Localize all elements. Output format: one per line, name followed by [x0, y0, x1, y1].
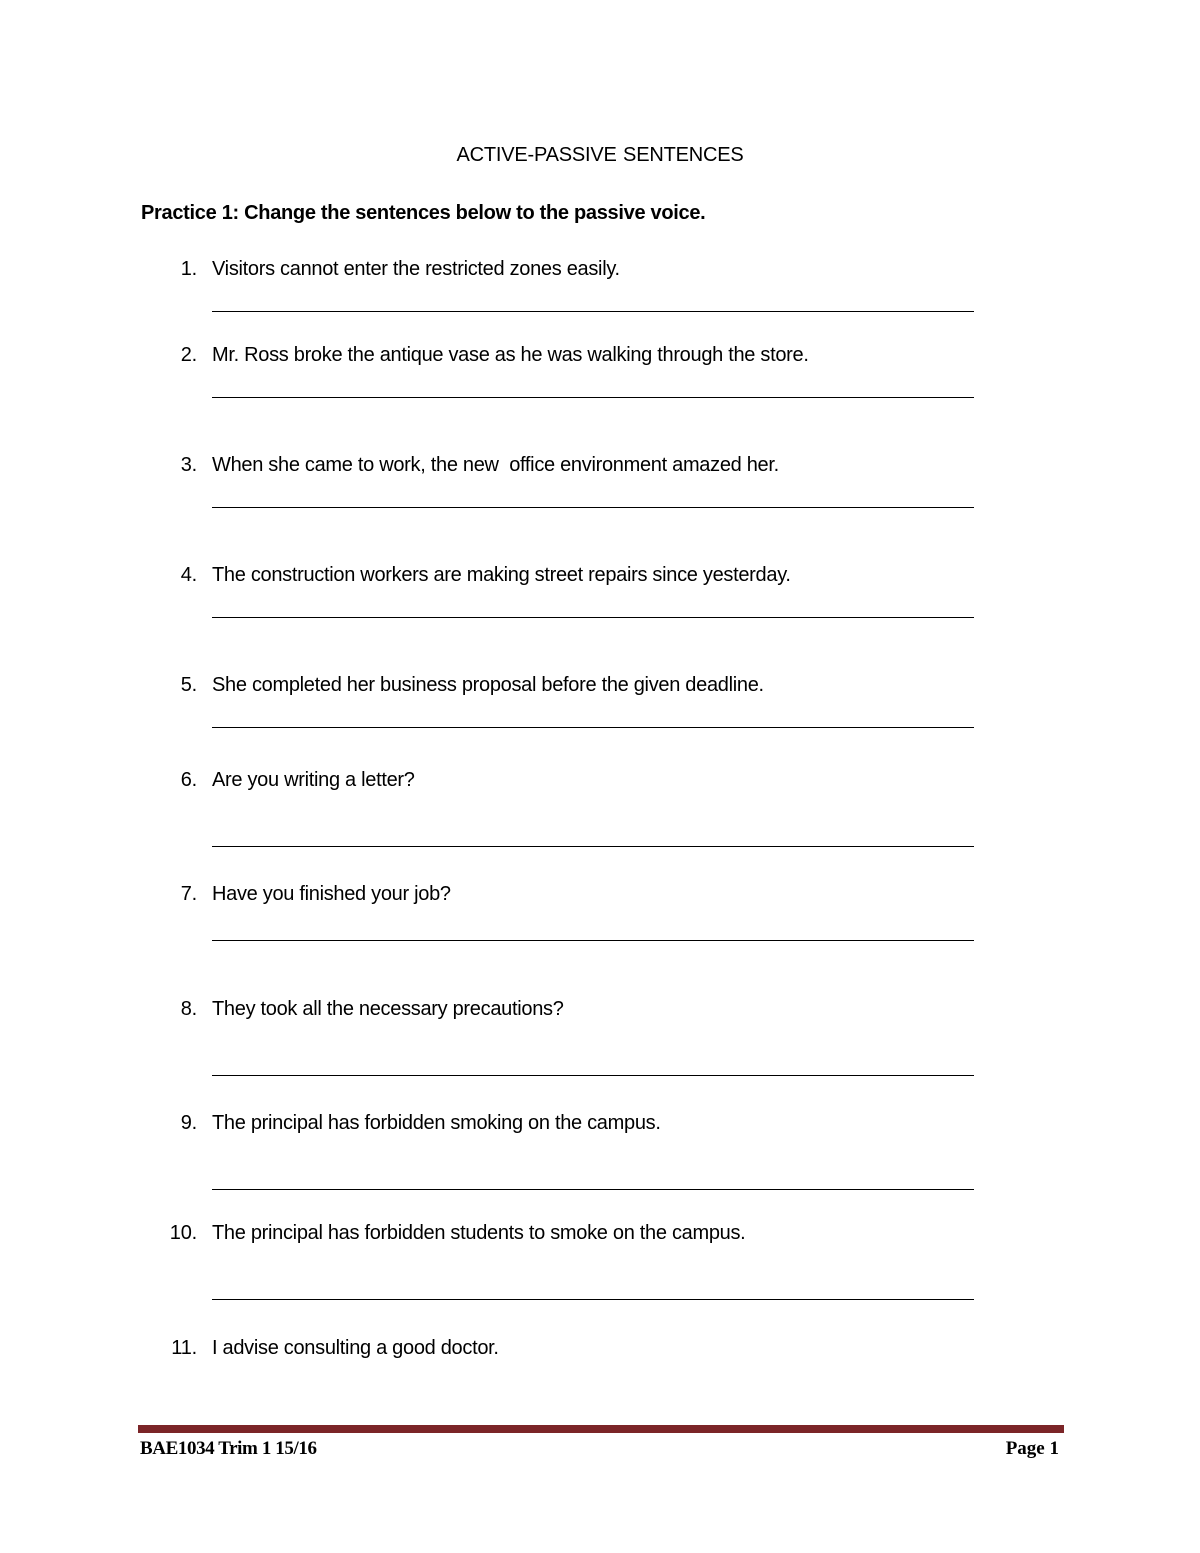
item-number: 11.	[171, 1337, 197, 1359]
item-number: 5.	[180, 674, 197, 696]
footer-page-number: Page 1	[1005, 1438, 1059, 1459]
item-text: Have you finished your job?	[212, 883, 451, 905]
item-number: 2.	[180, 344, 197, 366]
item-number: 10.	[169, 1222, 197, 1244]
item-text: Are you writing a letter?	[212, 769, 415, 791]
item-text: The principal has forbidden students to smoke on the campus.	[212, 1222, 746, 1244]
answer-line[interactable]	[212, 846, 974, 847]
answer-line[interactable]	[212, 1299, 974, 1300]
item-text: Visitors cannot enter the restricted zones easily.	[212, 258, 620, 280]
answer-line[interactable]	[212, 1075, 974, 1076]
answer-line[interactable]	[212, 1189, 974, 1190]
item-text: Mr. Ross broke the antique vase as he was walking through the store.	[212, 344, 809, 366]
answer-line[interactable]	[212, 940, 974, 941]
item-text: They took all the necessary precautions?	[212, 998, 564, 1020]
item-number: 7.	[180, 883, 197, 905]
answer-line[interactable]	[212, 311, 974, 312]
answer-line[interactable]	[212, 397, 974, 398]
item-number: 9.	[180, 1112, 197, 1134]
footer-rule	[138, 1425, 1064, 1433]
item-text: The construction workers are making street repairs since yesterday.	[212, 564, 791, 586]
answer-line[interactable]	[212, 507, 974, 508]
item-text: She completed her business proposal before the given deadline.	[212, 674, 764, 696]
answer-line[interactable]	[212, 727, 974, 728]
item-text: I advise consulting a good doctor.	[212, 1337, 499, 1359]
item-number: 3.	[180, 454, 197, 476]
instruction-heading: Practice 1: Change the sentences below to the passive voice.	[141, 202, 706, 224]
item-number: 6.	[180, 769, 197, 791]
item-number: 8.	[180, 998, 197, 1020]
page-title: ACTIVE-PASSIVE SENTENCES	[456, 144, 744, 166]
answer-line[interactable]	[212, 617, 974, 618]
footer-course-label: BAE1034 Trim 1 15/16	[140, 1438, 317, 1459]
item-number: 1.	[180, 258, 197, 280]
item-text: When she came to work, the new office environment amazed her.	[212, 454, 779, 476]
item-number: 4.	[180, 564, 197, 586]
item-text: The principal has forbidden smoking on the campus.	[212, 1112, 661, 1134]
